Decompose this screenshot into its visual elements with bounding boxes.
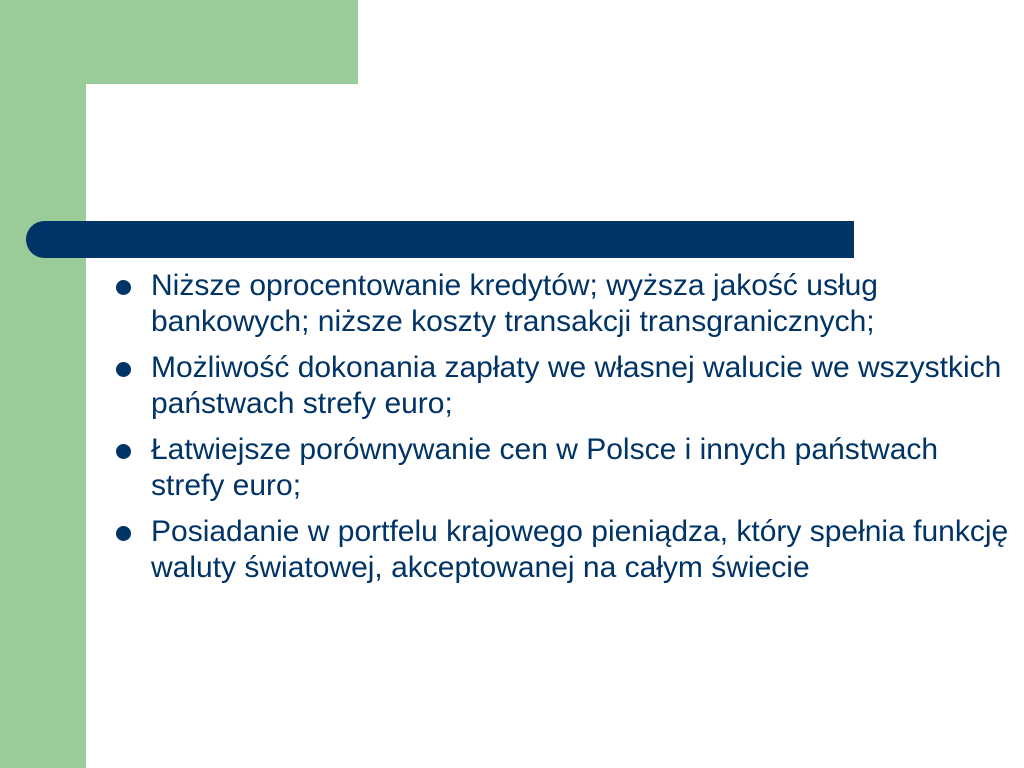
title-bar <box>26 221 854 258</box>
bullet-item <box>112 268 1012 340</box>
bullet-text: Niższe oprocentowanie kredytów; wyższa jakość usług bankowych; niższe koszty transakcji transgranicznych; <box>151 269 878 338</box>
bullet-text: Posiadanie w portfelu krajowego pieniądza, który spełnia funkcję waluty światowej, akceptowanej na całym świecie <box>151 515 1009 584</box>
rounded-corner <box>86 84 206 204</box>
slide-content <box>112 268 1012 596</box>
bullet-dot-icon <box>116 280 131 295</box>
bullet-list <box>112 268 1012 586</box>
bullet-text: Możliwość dokonania zapłaty we własnej walucie we wszystkich państwach strefy euro; <box>151 351 1002 420</box>
bullet-dot-icon <box>116 362 131 377</box>
bullet-dot-icon <box>116 444 131 459</box>
bullet-item <box>112 514 1012 586</box>
green-side-band <box>0 0 86 768</box>
bullet-item <box>112 432 1012 504</box>
bullet-dot-icon <box>116 526 131 541</box>
bullet-text: Łatwiejsze porównywanie cen w Polsce i innych państwach strefy euro; <box>151 433 939 502</box>
green-top-block <box>0 0 358 84</box>
bullet-item <box>112 350 1012 422</box>
